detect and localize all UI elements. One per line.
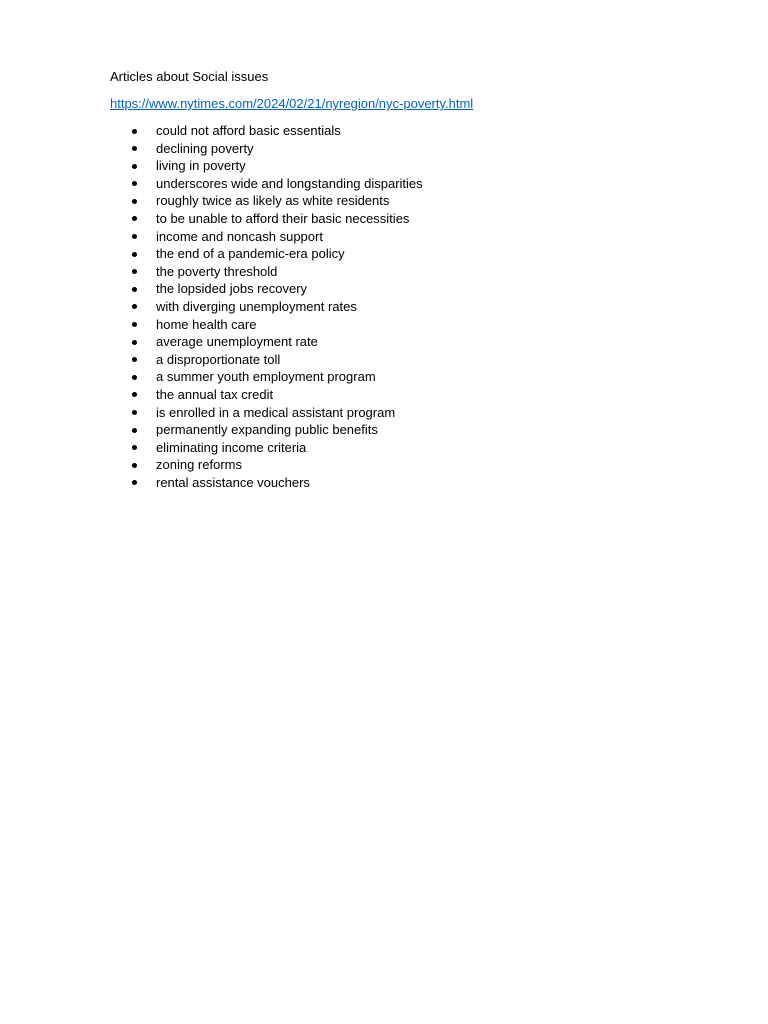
bullet-icon <box>132 480 137 485</box>
bullet-icon <box>132 129 137 134</box>
list-item-text: roughly twice as likely as white residents <box>156 193 390 209</box>
list-item-text: zoning reforms <box>156 457 242 473</box>
bullet-icon <box>132 357 137 362</box>
list-item-text: the poverty threshold <box>156 263 278 279</box>
list-item-text: income and noncash support <box>156 228 323 244</box>
list-item-text: eliminating income criteria <box>156 439 307 455</box>
list-item-text: declining poverty <box>156 140 254 156</box>
bullet-icon <box>132 392 137 397</box>
bullet-icon <box>132 428 137 433</box>
list-item-text: the annual tax credit <box>156 386 274 402</box>
list-item-text: rental assistance vouchers <box>156 474 310 490</box>
list-item-text: with diverging unemployment rates <box>156 298 357 314</box>
bullet-icon <box>132 322 137 327</box>
bullet-icon <box>132 146 137 151</box>
list-item-text: a summer youth employment program <box>156 369 376 385</box>
bullet-icon <box>132 375 137 380</box>
bullet-icon <box>132 252 137 257</box>
list-item-text: a disproportionate toll <box>156 351 281 367</box>
list-item-text: home health care <box>156 316 257 332</box>
bullet-icon <box>132 234 137 239</box>
bullet-icon <box>132 340 137 345</box>
bullet-icon <box>132 199 137 204</box>
bullet-icon <box>132 287 137 292</box>
bullet-icon <box>132 445 137 450</box>
document-title: Articles about Social issues <box>110 69 269 84</box>
list-item-text: could not afford basic essentials <box>156 123 341 138</box>
list-item-text: permanently expanding public benefits <box>156 422 378 438</box>
bullet-icon <box>132 410 137 415</box>
list-item-text: average unemployment rate <box>156 334 318 350</box>
bullet-icon <box>132 304 137 309</box>
bullet-icon <box>132 463 137 468</box>
bullet-icon <box>132 164 137 169</box>
list-item-text: underscores wide and longstanding disparities <box>156 175 423 191</box>
list-item-text: is enrolled in a medical assistant program <box>156 404 396 420</box>
bullet-icon <box>132 181 137 186</box>
list-item-text: the end of a pandemic-era policy <box>156 246 345 262</box>
bullet-icon <box>132 269 137 274</box>
list-item-text: the lopsided jobs recovery <box>156 281 308 297</box>
list-item-text: living in poverty <box>156 158 246 174</box>
list-item-text: to be unable to afford their basic necessities <box>156 210 410 226</box>
article-link[interactable]: https://www.nytimes.com/2024/02/21/nyregion/nyc-poverty.html <box>110 96 474 111</box>
bullet-icon <box>132 216 137 221</box>
